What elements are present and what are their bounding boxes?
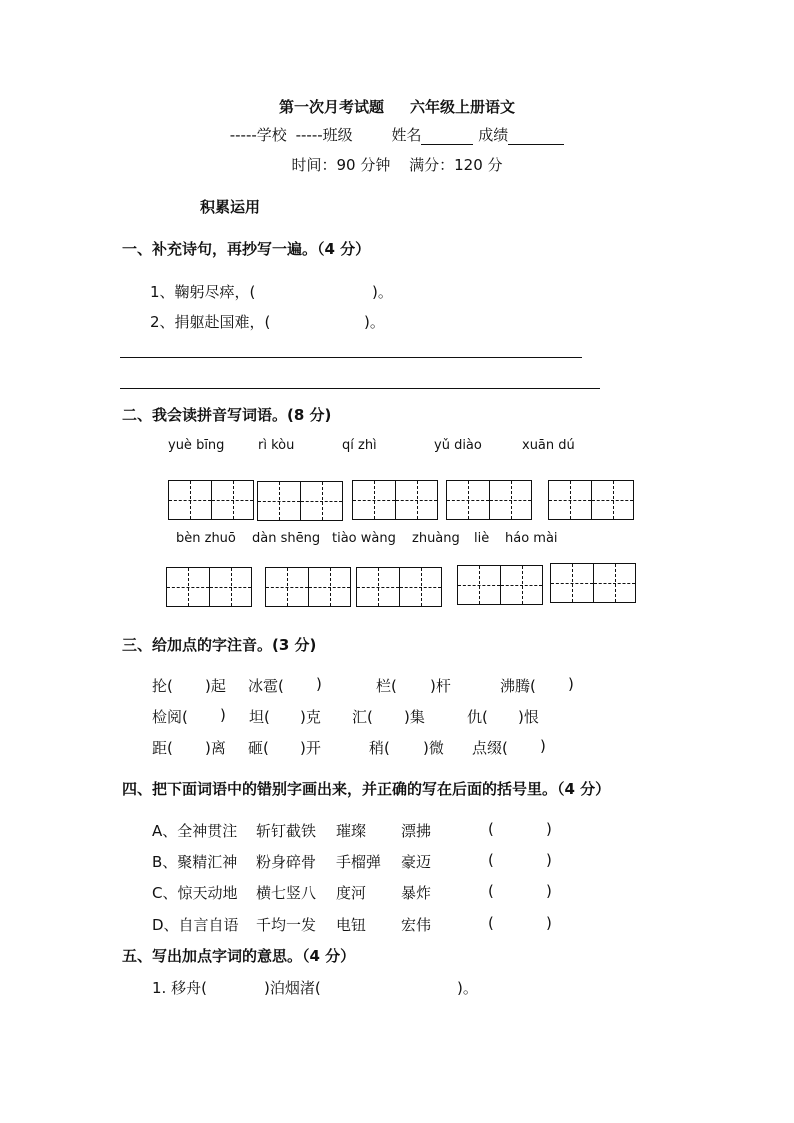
char-grid-5[interactable]	[548, 480, 634, 520]
s4-a-word1: A、全神贯注	[152, 822, 238, 840]
s3-r2-d2: )恨	[518, 708, 539, 726]
s3-r2-d1: 仇(	[467, 708, 488, 726]
s3-r3-a1: 距(	[152, 739, 173, 757]
char-grid-2[interactable]	[257, 481, 343, 521]
class-label: -----班级	[295, 126, 353, 144]
score-blank[interactable]	[508, 130, 564, 145]
s3-r3-a2: )离	[205, 739, 226, 757]
s4-c-word3: 度河	[336, 884, 367, 902]
char-grid-8[interactable]	[356, 567, 442, 607]
s3-r2-c1: 汇(	[352, 708, 373, 726]
char-grid-6[interactable]	[166, 567, 252, 607]
s4-c-open: (	[488, 882, 494, 900]
section-5-title: 五、写出加点字词的意思。（4 分）	[122, 947, 356, 965]
char-grid-3[interactable]	[352, 480, 438, 520]
s1-item-1-end: )。	[372, 283, 393, 301]
section-4-title: 四、把下面词语中的错别字画出来，并正确的写在后面的括号里。（4 分）	[122, 780, 611, 798]
s3-r1-a1: 抡(	[152, 677, 173, 695]
s3-r3-b1: 砸(	[248, 739, 269, 757]
s4-d-open: (	[488, 914, 494, 932]
char-grid-4[interactable]	[446, 480, 532, 520]
school-label: -----学校	[229, 126, 287, 144]
exam-title-right: 六年级上册语文	[410, 98, 516, 116]
s4-d-word4: 宏伟	[401, 916, 432, 934]
section-3-title: 三、给加点的字注音。(3 分)	[122, 636, 317, 654]
time-info: 时间：90 分钟	[291, 156, 391, 174]
student-info-line	[0, 124, 794, 145]
pinyin-1: yuè bīng	[168, 438, 225, 453]
s4-a-close: )	[546, 820, 552, 838]
s4-b-word3: 手榴弹	[336, 853, 382, 871]
s3-r3-d1: 点缀(	[472, 739, 508, 757]
s4-d-close: )	[546, 914, 552, 932]
pinyin-4: yǔ diào	[434, 438, 482, 453]
s4-d-word3: 电钮	[336, 916, 367, 934]
pinyin-6: bèn zhuō	[176, 531, 236, 546]
s4-b-word4: 豪迈	[401, 853, 432, 871]
time-info-line	[0, 154, 794, 175]
s5-item-part2: )泊烟渚(	[264, 979, 321, 997]
s1-item-2-end: )。	[364, 313, 385, 331]
s1-item-2-start: 2、捐躯赴国难，(	[150, 313, 271, 331]
s4-c-word1: C、惊天动地	[152, 884, 238, 902]
s4-b-word2: 粉身碎骨	[256, 853, 317, 871]
s3-r1-a2: )起	[205, 677, 226, 695]
s4-c-close: )	[546, 882, 552, 900]
s3-r2-a1: 检阅(	[152, 708, 188, 726]
s3-r1-d1: 沸腾(	[500, 677, 536, 695]
s5-item-part1: 1. 移舟(	[152, 979, 207, 997]
s3-r3-d2: )	[540, 737, 546, 755]
s4-a-word3: 璀璨	[336, 822, 367, 840]
pinyin-3: qí zhì	[342, 438, 377, 453]
section-1-title: 一、补充诗句，再抄写一遍。（4 分）	[122, 240, 371, 258]
s3-r3-b2: )开	[300, 739, 321, 757]
s4-a-word2: 斩钉截铁	[256, 822, 317, 840]
pinyin-8: tiào wàng	[332, 531, 396, 546]
s1-item-1-start: 1、鞠躬尽瘁，(	[150, 283, 256, 301]
s3-r2-b1: 坦(	[249, 708, 270, 726]
s4-a-open: (	[488, 820, 494, 838]
s3-r1-c1: 栏(	[376, 677, 397, 695]
s4-b-open: (	[488, 851, 494, 869]
score-label: 成绩	[478, 126, 509, 144]
s5-item-part3: )。	[457, 979, 478, 997]
s3-r1-b1: 冰雹(	[248, 677, 284, 695]
s4-d-word2: 千均一发	[256, 916, 317, 934]
s3-r2-b2: )克	[300, 708, 321, 726]
exam-title-left: 第一次月考试题	[278, 98, 384, 116]
s4-a-word4: 漂拂	[401, 822, 432, 840]
part-title: 积累运用	[200, 198, 261, 216]
name-label: 姓名	[391, 126, 422, 144]
s3-r1-b2: )	[316, 675, 322, 693]
name-blank[interactable]	[421, 130, 473, 145]
s3-r3-c1: 稍(	[369, 739, 390, 757]
pinyin-11: háo mài	[505, 531, 558, 546]
s3-r2-a2: )	[220, 706, 226, 724]
pinyin-9: zhuàng	[412, 531, 460, 546]
full-score: 满分：120 分	[409, 156, 503, 174]
s3-r1-c2: )杆	[430, 677, 451, 695]
s4-b-word1: B、聚精汇神	[152, 853, 238, 871]
s4-c-word4: 暴炸	[401, 884, 432, 902]
char-grid-1[interactable]	[168, 480, 254, 520]
pinyin-7: dàn shēng	[252, 531, 321, 546]
s4-b-close: )	[546, 851, 552, 869]
s3-r1-d2: )	[568, 675, 574, 693]
s4-c-word2: 横七竖八	[256, 884, 317, 902]
answer-line-1[interactable]	[120, 357, 582, 358]
pinyin-10: liè	[474, 531, 490, 546]
char-grid-7[interactable]	[265, 567, 351, 607]
section-2-title: 二、我会读拼音写词语。(8 分)	[122, 406, 332, 424]
char-grid-9[interactable]	[457, 565, 543, 605]
s4-d-word1: D、自言自语	[152, 916, 239, 934]
answer-line-2[interactable]	[120, 388, 600, 389]
s3-r3-c2: )微	[423, 739, 444, 757]
pinyin-5: xuān dú	[522, 438, 575, 453]
pinyin-2: rì kòu	[258, 438, 295, 453]
exam-title	[0, 96, 794, 117]
char-grid-10[interactable]	[550, 563, 636, 603]
s3-r2-c2: )集	[404, 708, 425, 726]
